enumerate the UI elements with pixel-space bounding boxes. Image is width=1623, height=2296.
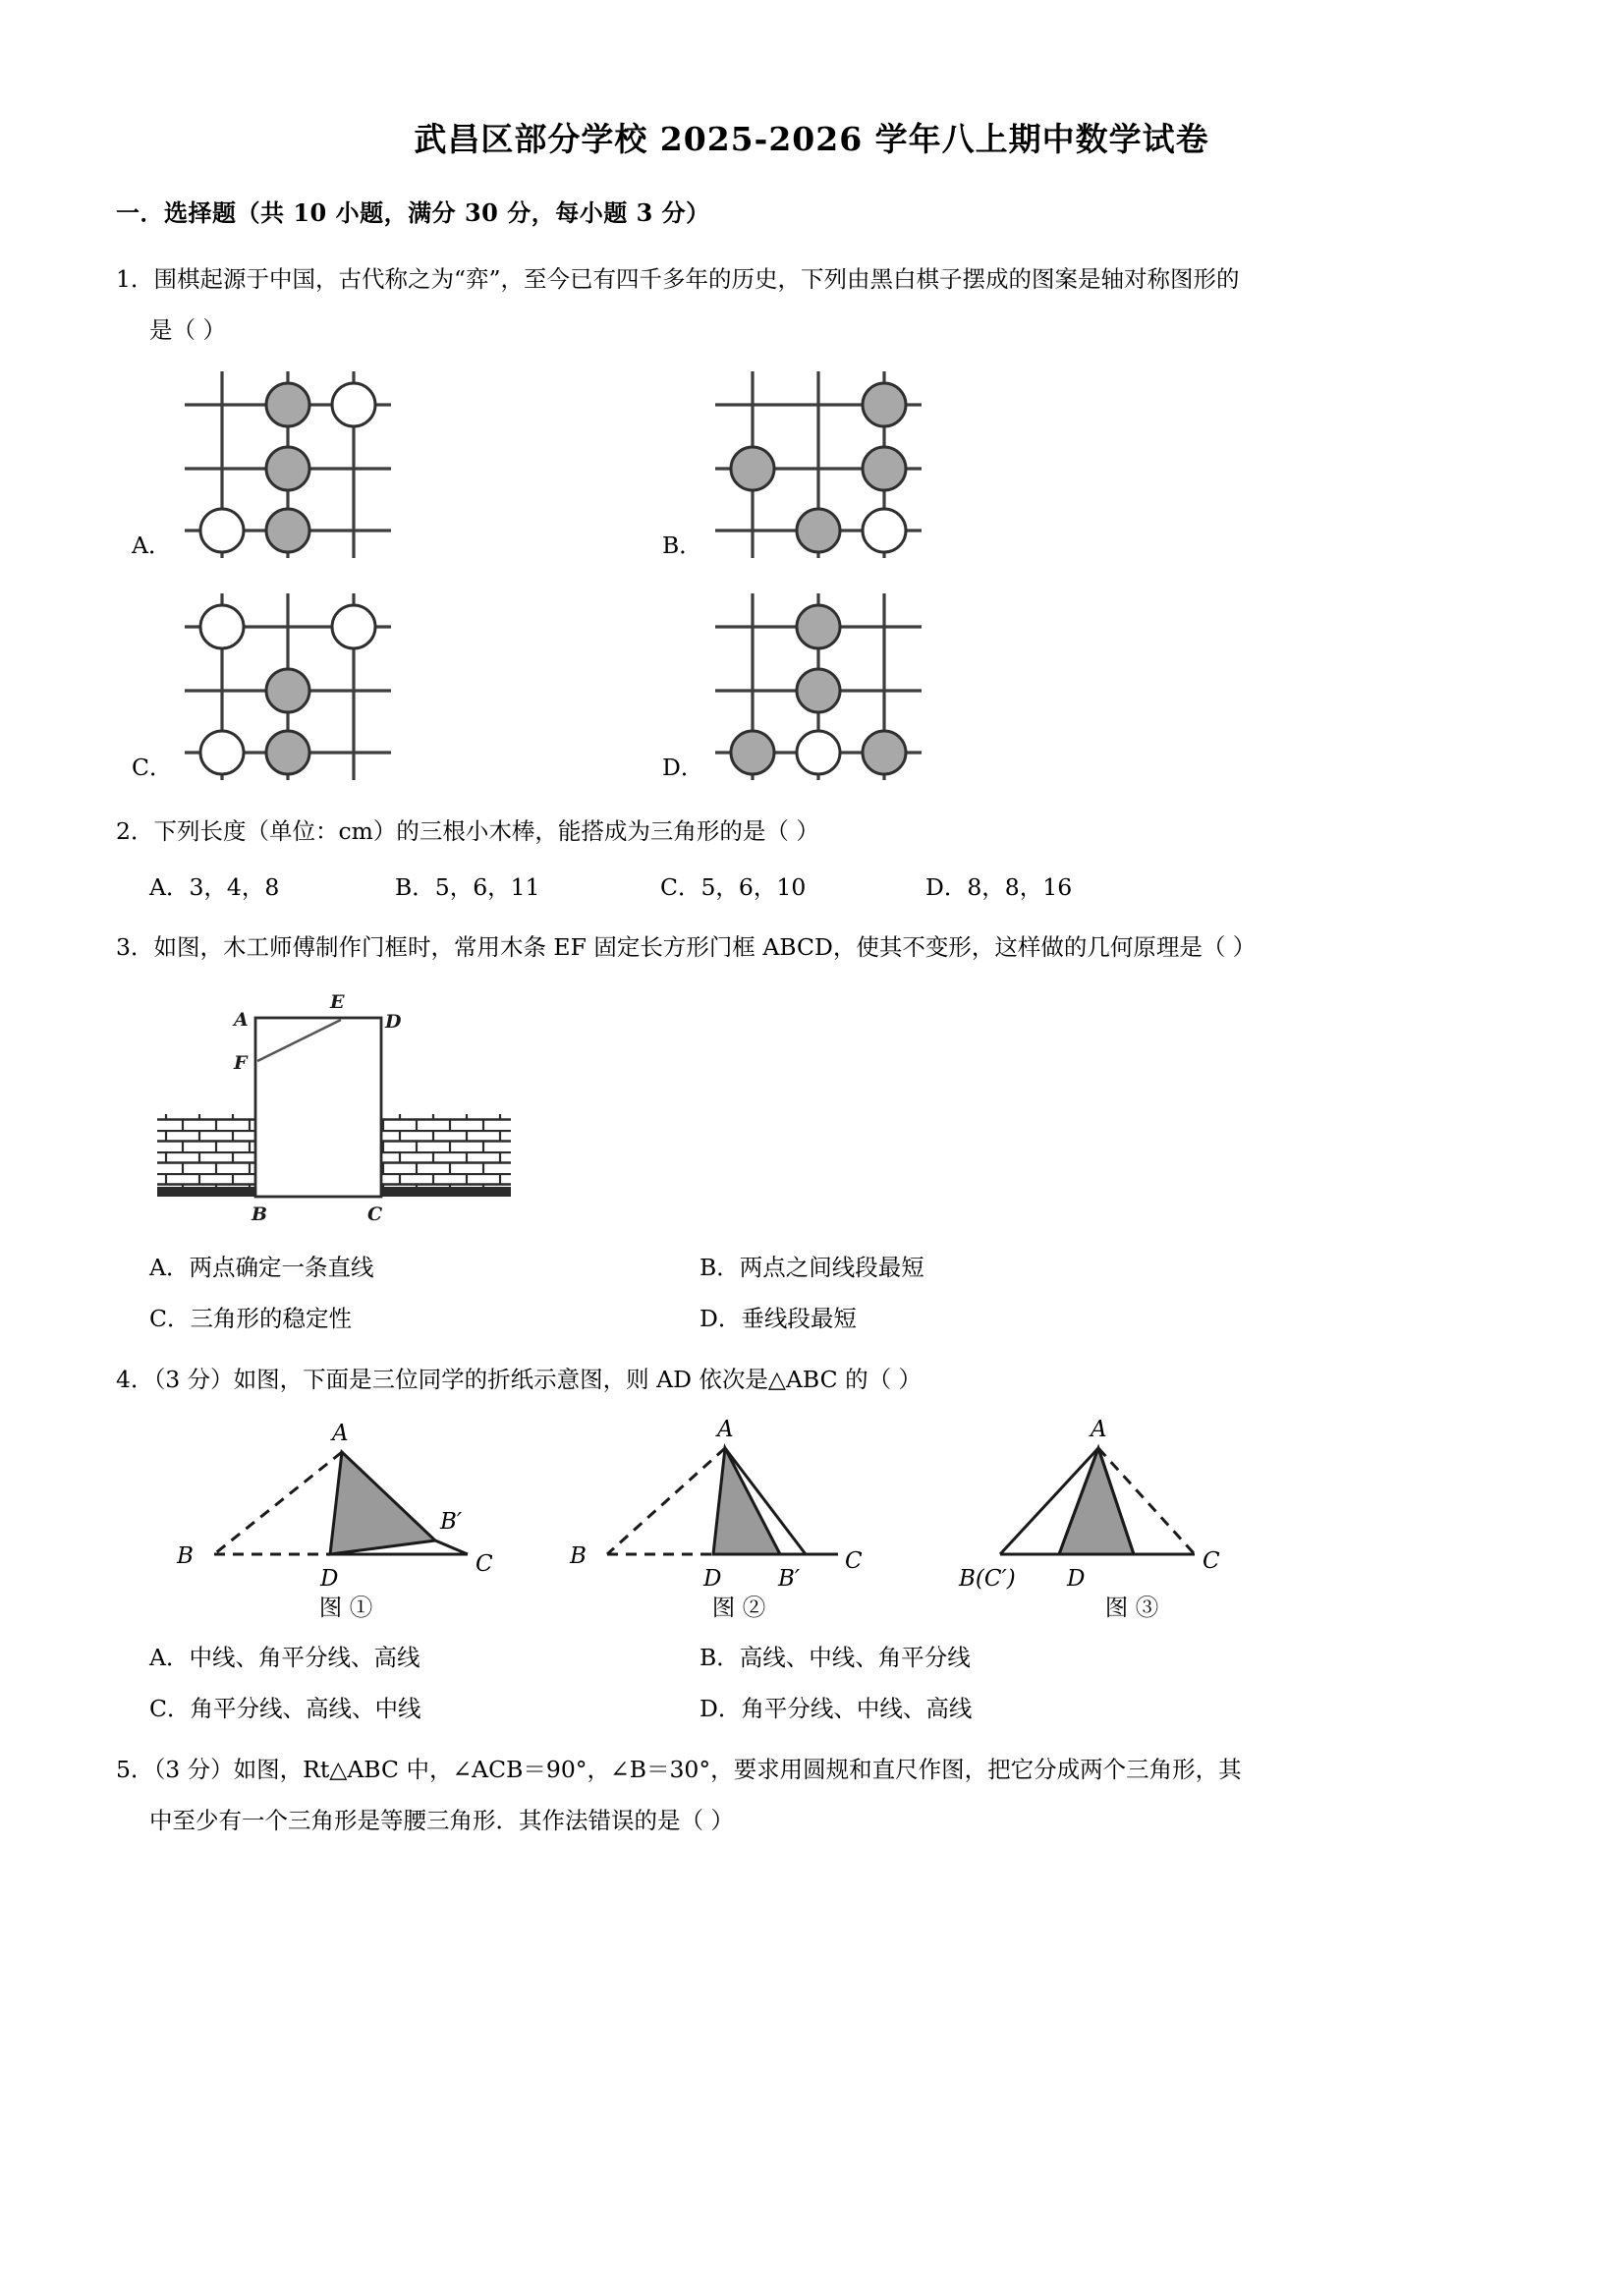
question-1-number: 1．	[116, 265, 154, 293]
question-2-option-b[interactable]: B．5，6，11	[395, 873, 540, 901]
question-5-text-line2: 中至少有一个三角形是等腰三角形．其作法错误的是（ ）	[149, 1807, 734, 1834]
label-E: E	[330, 991, 345, 1013]
label-B: B	[570, 1543, 587, 1569]
door-frame-diagram	[149, 979, 523, 1234]
question-5-number: 5．	[116, 1756, 154, 1783]
fold-diagram-2	[548, 1411, 941, 1593]
question-4	[116, 1354, 1507, 1405]
question-4-options-row-2	[116, 1683, 1507, 1734]
fold-diagram-1	[155, 1411, 548, 1593]
page-title: 武昌区部分学校 2025-2026 学年八上期中数学试卷	[414, 120, 1209, 158]
question-2	[116, 806, 1507, 857]
label-C: C	[367, 1204, 383, 1225]
question-4-options-row-1	[116, 1632, 1507, 1683]
label-B-prime: B′	[440, 1509, 463, 1535]
question-4-option-d[interactable]: D．角平分线、中线、高线	[700, 1695, 973, 1722]
label-B-Cprime: B(C′)	[959, 1566, 1016, 1592]
label-A: A	[234, 1009, 249, 1031]
question-3	[116, 922, 1507, 973]
choice-D-label: D．	[662, 754, 704, 781]
question-4-captions	[116, 1589, 1507, 1622]
question-1-figure-row-2	[116, 588, 1507, 784]
question-3-option-d[interactable]: D．垂线段最短	[700, 1305, 857, 1332]
label-D: D	[1067, 1566, 1086, 1592]
figure-caption-2: 图 ②	[711, 1594, 766, 1621]
choice-C[interactable]	[116, 588, 646, 784]
go-board-C	[175, 588, 401, 784]
label-C: C	[476, 1551, 493, 1577]
choice-A-label: A．	[132, 532, 172, 559]
go-board-A	[175, 365, 401, 562]
question-4-figures	[116, 1411, 1507, 1593]
label-A: A	[1091, 1417, 1107, 1442]
choice-B-label: B．	[662, 532, 702, 559]
choice-D[interactable]	[646, 588, 1177, 784]
label-A: A	[717, 1417, 734, 1442]
question-4-text: （3 分）如图，下面是三位同学的折纸示意图，则 AD 依次是△ABC 的（ ）	[153, 1366, 923, 1393]
section-heading: 一．选择题（共 10 小题，满分 30 分，每小题 3 分）	[116, 198, 710, 227]
label-D: D	[385, 1011, 402, 1033]
question-4-option-c[interactable]: C．角平分线、高线、中线	[149, 1695, 421, 1722]
question-1	[116, 253, 1507, 356]
question-3-figure	[116, 979, 1507, 1238]
question-3-option-b[interactable]: B．两点之间线段最短	[700, 1254, 924, 1281]
question-5-text: （3 分）如图，Rt△ABC 中，∠ACB＝90°，∠B＝30°，要求用圆规和直尺作图，把它分成两个三角形，其	[153, 1756, 1242, 1783]
label-D: D	[320, 1566, 339, 1592]
choice-B[interactable]	[646, 365, 1177, 562]
question-3-number: 3．	[116, 933, 154, 961]
question-3-option-a[interactable]: A．两点确定一条直线	[149, 1254, 374, 1281]
question-2-options	[116, 863, 1507, 912]
question-4-number: 4．	[116, 1366, 154, 1393]
go-board-B	[705, 365, 931, 562]
question-5	[116, 1744, 1507, 1846]
label-F: F	[234, 1052, 248, 1074]
figure-caption-1: 图 ①	[318, 1594, 373, 1621]
label-B-prime: B′	[778, 1566, 801, 1592]
question-3-options-row-1	[116, 1242, 1507, 1293]
label-C: C	[845, 1548, 863, 1574]
question-2-option-c[interactable]: C．5，6，10	[660, 873, 807, 901]
question-3-options-row-2	[116, 1293, 1507, 1344]
question-2-option-a[interactable]: A．3，4，8	[149, 873, 280, 901]
question-2-number: 2．	[116, 817, 154, 845]
label-C: C	[1203, 1548, 1220, 1574]
choice-C-label: C．	[132, 754, 173, 781]
fold-diagram-3	[941, 1411, 1334, 1593]
label-B: B	[177, 1543, 194, 1569]
label-A: A	[332, 1421, 349, 1446]
choice-A[interactable]	[116, 365, 646, 562]
question-1-text-line2: 是（ ）	[149, 316, 226, 344]
question-4-option-b[interactable]: B．高线、中线、角平分线	[700, 1644, 971, 1671]
question-1-text: 围棋起源于中国，古代称之为“弈”，至今已有四千多年的历史，下列由黑白棋子摆成的图案是轴对称图形的	[153, 265, 1240, 293]
label-D: D	[703, 1566, 722, 1592]
question-1-figure-row-1	[116, 365, 1507, 562]
label-B: B	[252, 1204, 268, 1225]
question-2-option-d[interactable]: D．8，8，16	[925, 873, 1073, 901]
go-board-D	[705, 588, 931, 784]
question-3-option-c[interactable]: C．三角形的稳定性	[149, 1305, 352, 1332]
question-3-text: 如图，木工师傅制作门框时，常用木条 EF 固定长方形门框 ABCD，使其不变形，这样做的几何原理是（ ）	[153, 933, 1257, 961]
question-2-text: 下列长度（单位：cm）的三根小木棒，能搭成为三角形的是（ ）	[153, 817, 819, 845]
question-4-option-a[interactable]: A．中线、角平分线、高线	[149, 1644, 420, 1671]
figure-caption-3: 图 ③	[1104, 1594, 1159, 1621]
